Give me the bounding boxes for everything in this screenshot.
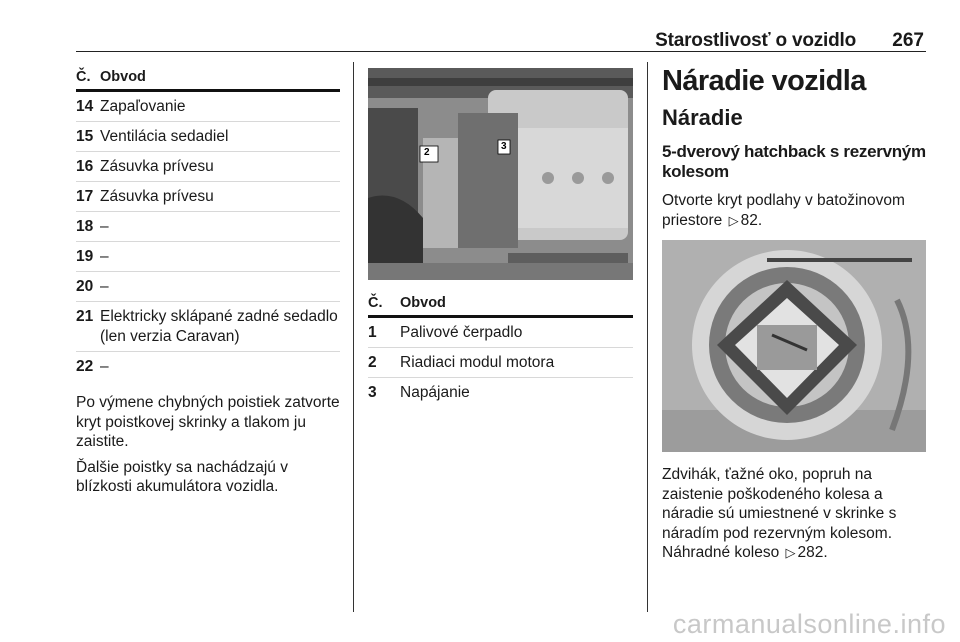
- paragraph-jack-location-text: Zdvihák, ťažné oko, popruh na zaistenie poškodeného kolesa a náradie sú umiestnené v skrinke s náradím pod rezervným kolesom. Náhradné koleso: [662, 466, 897, 561]
- row-number: 17: [76, 188, 94, 205]
- row-number: 14: [76, 98, 94, 115]
- table-row: [76, 272, 340, 302]
- row-text: Elektricky sklápané zadné sedadlo (len verzia Caravan): [100, 308, 338, 345]
- table-head-circuit: Obvod: [100, 68, 146, 85]
- right-column: [662, 64, 926, 563]
- table-row: [76, 182, 340, 212]
- row-number: 22: [76, 358, 94, 375]
- heading-tools: Náradie: [662, 105, 743, 130]
- row-number: 1: [368, 324, 377, 341]
- row-number: 3: [368, 384, 377, 401]
- table-row: [368, 348, 633, 378]
- table-row: [368, 318, 633, 348]
- row-text: –: [100, 218, 109, 235]
- row-number: 21: [76, 308, 94, 325]
- row-text: –: [100, 278, 109, 295]
- fuse-table-body: [76, 92, 340, 381]
- table-row: [368, 378, 633, 407]
- spare-wheel-tools-photo: [662, 240, 926, 452]
- heading-vehicle-tools: Náradie vozidla: [662, 65, 866, 97]
- fuse-table-header-2: [368, 290, 633, 318]
- column-divider-2: [647, 62, 648, 612]
- page-reference-link[interactable]: 282.: [797, 544, 828, 561]
- row-number: 20: [76, 278, 94, 295]
- fuse-table-header: [76, 64, 340, 92]
- paragraph-open-cover: [662, 191, 926, 230]
- table-row: [76, 212, 340, 242]
- row-text: Zásuvka prívesu: [100, 188, 214, 205]
- row-number: 19: [76, 248, 94, 265]
- table-row: [76, 302, 340, 352]
- table-row: [76, 152, 340, 182]
- column-divider-1: [353, 62, 354, 612]
- photo-label-3: 3: [501, 141, 507, 152]
- table-head-number: Č.: [368, 294, 383, 311]
- page-number: 267: [892, 30, 924, 51]
- paragraph-open-cover-text: Otvorte kryt podlahy v batožinovom priestore: [662, 192, 905, 229]
- row-number: 15: [76, 128, 94, 145]
- row-text: Palivové čerpadlo: [400, 324, 523, 341]
- page-header: [76, 30, 926, 52]
- paragraph-more-fuses: Ďalšie poistky sa nachádzajú v blízkosti akumulátora vozidla.: [76, 458, 288, 495]
- row-text: Zapaľovanie: [100, 98, 186, 115]
- row-text: –: [100, 358, 109, 375]
- row-text: –: [100, 248, 109, 265]
- fuse-table-body-2: [368, 318, 633, 407]
- table-row: [76, 352, 340, 381]
- table-head-number: Č.: [76, 68, 91, 85]
- row-text: Ventilácia sedadiel: [100, 128, 229, 145]
- table-head-circuit: Obvod: [400, 294, 446, 311]
- left-column: [76, 64, 340, 497]
- table-row: [76, 122, 340, 152]
- paragraph-replace-fuses: Po výmene chybných poistiek zatvorte kryt poistkovej skrinky a tlakom ju zaistite.: [76, 394, 340, 450]
- paragraph-jack-location: [662, 465, 926, 563]
- photo-label-2: 2: [424, 147, 430, 158]
- middle-column: [368, 68, 633, 407]
- row-number: 2: [368, 354, 377, 371]
- heading-hatchback: 5-dverový hatchback s rezervným kolesom: [662, 142, 926, 181]
- row-text: Napájanie: [400, 384, 470, 401]
- fuse-box-illustration: [368, 68, 633, 280]
- watermark: carmanualsonline.info: [672, 609, 946, 639]
- table-row: [76, 92, 340, 122]
- row-text: Zásuvka prívesu: [100, 158, 214, 175]
- page-reference-link[interactable]: 82.: [740, 211, 763, 229]
- row-number: 16: [76, 158, 94, 175]
- row-number: 18: [76, 218, 94, 235]
- fuse-box-photo: [368, 68, 633, 280]
- play-triangle-icon: ▷: [728, 212, 739, 228]
- table-row: [76, 242, 340, 272]
- row-text: Riadiaci modul motora: [400, 354, 555, 371]
- page-section-title: Starostlivosť o vozidlo: [655, 30, 856, 51]
- spare-wheel-illustration: [662, 240, 926, 452]
- play-triangle-icon: ▷: [785, 545, 796, 560]
